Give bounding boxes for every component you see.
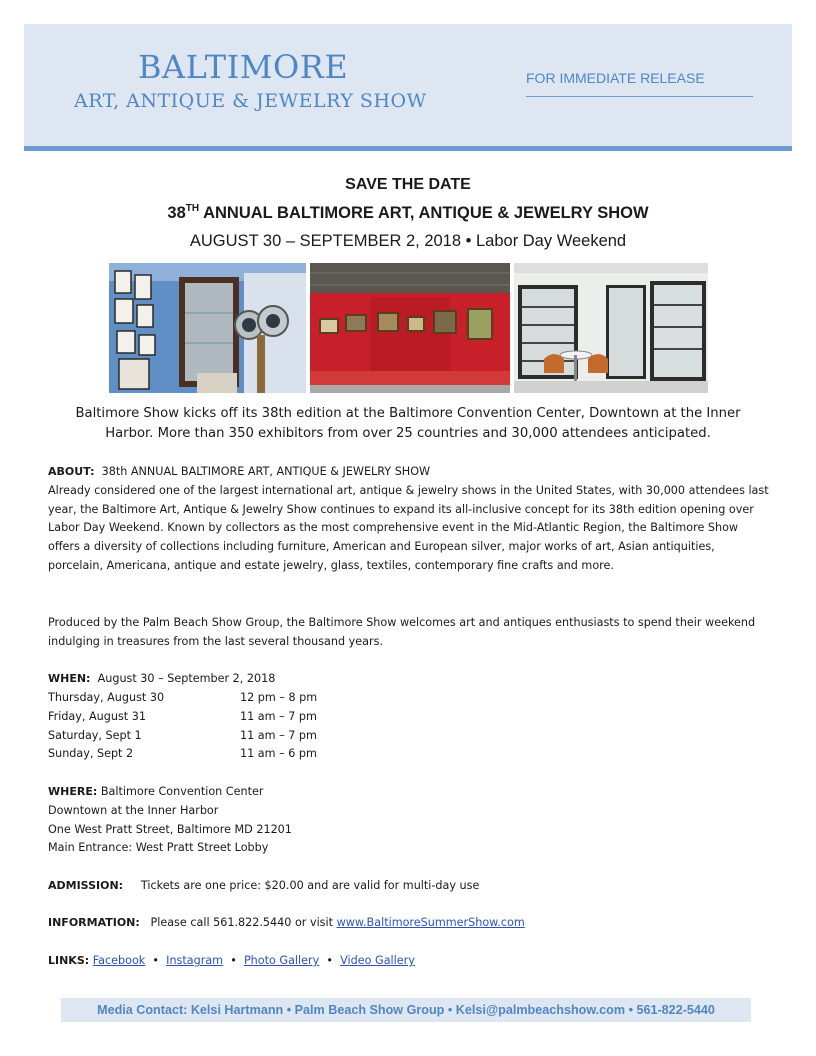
- information-label: INFORMATION:: [48, 916, 140, 929]
- release-underline: [526, 96, 753, 97]
- intro-paragraph: Baltimore Show kicks off its 38th edition at the Baltimore Convention Center, Downtown at the Inner Harbor. More than 350 exhibitors from over 25 countries and 30,000 attendees anticipated.: [75, 406, 741, 441]
- instagram-link[interactable]: Instagram: [166, 954, 224, 967]
- about-paragraph-2: Produced by the Palm Beach Show Group, the Baltimore Show welcomes art and antiques enthusiasts to spend their weekend indulging in treasures from the last several thousand years.: [48, 616, 756, 648]
- schedule-hours: 11 am – 7 pm: [240, 729, 317, 742]
- link-separator: •: [152, 954, 160, 967]
- schedule-hours: 11 am – 6 pm: [240, 747, 317, 760]
- event-title: [0, 204, 816, 223]
- website-link[interactable]: www.BaltimoreSummerShow.com: [336, 916, 525, 929]
- links-section: [48, 952, 772, 971]
- schedule-day: Sunday, Sept 2: [48, 747, 134, 760]
- admission-text: Tickets are one price: $20.00 and are valid for multi-day use: [140, 879, 480, 892]
- where-line: One West Pratt Street, Baltimore MD 21201: [48, 822, 292, 836]
- brand-title: BALTIMORE: [138, 48, 349, 86]
- link-separator: •: [326, 954, 333, 967]
- where-line: Baltimore Convention Center: [100, 785, 264, 798]
- link-separator: •: [230, 954, 237, 967]
- schedule-hours: 12 pm – 8 pm: [240, 691, 318, 704]
- facebook-link[interactable]: Facebook: [92, 954, 146, 967]
- schedule-day: Saturday, Sept 1: [48, 729, 142, 742]
- schedule-row: [48, 727, 317, 745]
- admission-section: [48, 877, 772, 896]
- links-label: LINKS:: [48, 954, 90, 967]
- about-heading: 38th ANNUAL BALTIMORE ART, ANTIQUE & JEWELRY SHOW: [101, 465, 431, 478]
- when-heading: [48, 670, 772, 689]
- schedule-day: Thursday, August 30: [48, 691, 165, 704]
- event-name: ANNUAL BALTIMORE ART, ANTIQUE & JEWELRY SHOW: [199, 204, 649, 222]
- where-line: Main Entrance: West Pratt Street Lobby: [48, 841, 269, 855]
- when-range: August 30 – September 2, 2018: [97, 672, 276, 685]
- photo-red-gallery: [310, 263, 510, 393]
- schedule-row: [48, 708, 317, 726]
- about-paragraph-1: Already considered one of the largest international art, antique & jewelry shows in the United States, with 30,000 attendees last year, the Baltimore Art, Antique & Jewelry Show continues to expand its all-inclusive concept for its 38th edition opening over Labor Day Weekend. Known by collectors as the most comprehensive event in the Mid-Atlantic Region, the Baltimore Show offers a diversity of collections including furniture, American and European silver, major works of art, Asian antiquities, porcelain, Americana, antique and estate jewelry, glass, textiles, contemporary fine crafts and more.: [48, 483, 769, 572]
- photo-booth-optics: [109, 263, 306, 393]
- where-label: WHERE:: [48, 785, 98, 798]
- event-dates: AUGUST 30 – SEPTEMBER 2, 2018 • Labor Day Weekend: [189, 232, 627, 250]
- media-contact-footer: Media Contact: Kelsi Hartmann • Palm Beach Show Group • Kelsi@palmbeachshow.com • 561-822-5440: [61, 998, 751, 1022]
- information-text: Please call 561.822.5440 or visit: [150, 916, 337, 929]
- admission-label: ADMISSION:: [48, 879, 124, 892]
- edition-suffix: TH: [185, 203, 200, 214]
- where-section: [48, 783, 772, 858]
- photo-gallery-link[interactable]: Photo Gallery: [243, 954, 320, 967]
- schedule-row: [48, 745, 317, 763]
- where-line: Downtown at the Inner Harbor: [48, 803, 219, 817]
- information-section: [48, 914, 772, 933]
- video-gallery-link[interactable]: Video Gallery: [340, 954, 415, 967]
- when-label: WHEN:: [48, 672, 91, 685]
- brand-subtitle: ART, ANTIQUE & JEWELRY SHOW: [74, 90, 427, 112]
- photo-jewelry-cases: [514, 263, 708, 393]
- schedule-row: [48, 689, 317, 707]
- edition-number: 38: [167, 204, 186, 222]
- schedule-hours: 11 am – 7 pm: [240, 710, 317, 723]
- about-section: [48, 463, 772, 576]
- save-the-date-heading: SAVE THE DATE: [345, 176, 471, 193]
- about-label: ABOUT:: [48, 465, 95, 478]
- release-label: FOR IMMEDIATE RELEASE: [526, 70, 705, 86]
- letterhead-rule: [24, 146, 792, 151]
- schedule-day: Friday, August 31: [48, 710, 146, 723]
